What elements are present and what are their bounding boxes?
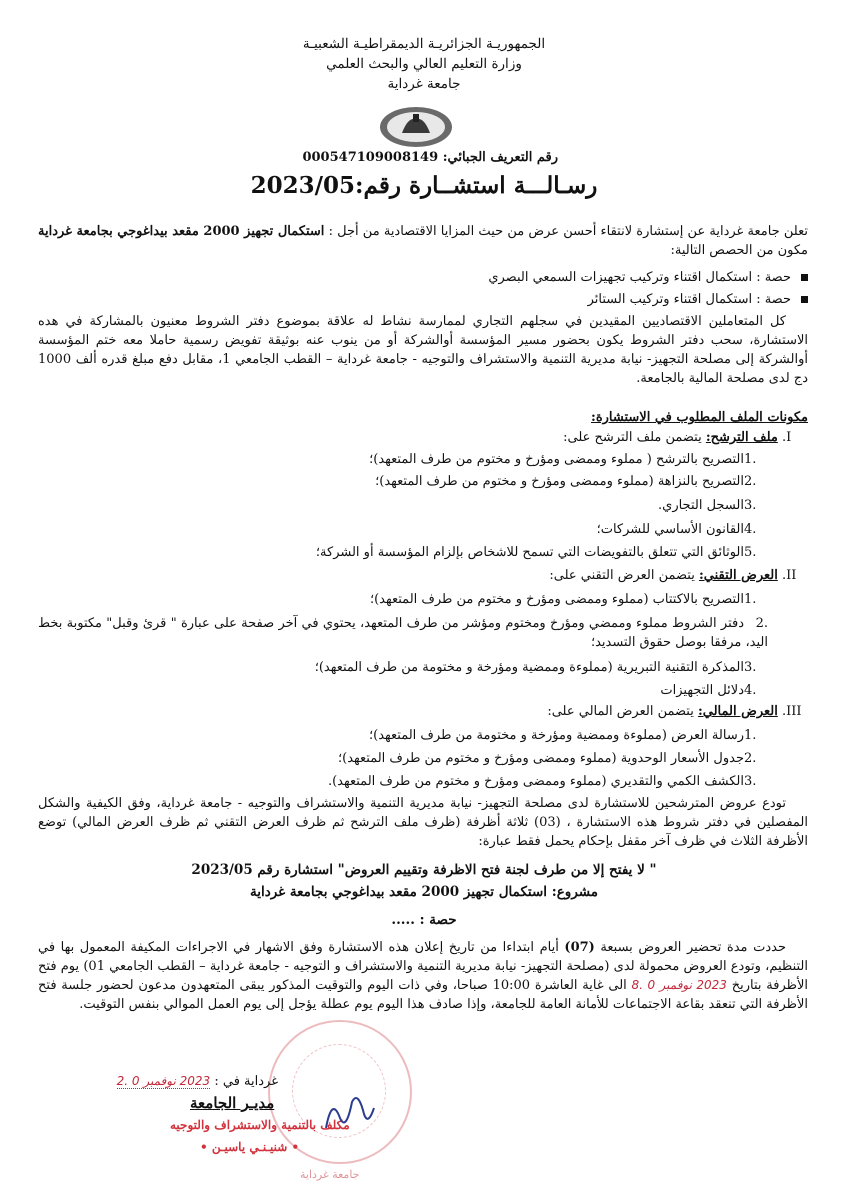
handwritten-opening-date: 2023 نوفمبر 0 .8 xyxy=(631,978,727,992)
deadline-text-3: الى غاية العاشرة 10:00 صباحا، وفي ذات اليوم والتوقيت المذكور يبقى المتعهدون مدعون لحضور جلسة فتح الأظرفة التي تنعقد بقاعة الاجتماعات للأمانة العامة للجامعة، وإذا صادف هذا اليوم يوم عطلة يؤجل إلى يوم العمل الموالي بنفس التوقيت. xyxy=(38,978,808,1012)
intro-project: استكمال تجهيز 2000 مقعد بيداغوجي بجامعة غرداية xyxy=(38,224,325,239)
page-title xyxy=(0,172,848,199)
signature-place: غرداية في : xyxy=(214,1074,278,1089)
section-numeral: I. xyxy=(782,430,792,445)
list-item-text: دفتر الشروط مملوء وممضي ومؤرخ ومختوم ومؤشر من طرف المتعهد، يحتوي في آخر صفحة على عبارة " قرئ وقبل" مكتوبة بخط اليد، مرفقا بوصل حقوق التسديد؛ xyxy=(38,616,768,650)
list-item: .2جدول الأسعار الوحدوية (مملوء وممضى ومؤرخ و مختوم من طرف المتعهد)؛ xyxy=(337,751,757,766)
bullet-icon xyxy=(801,296,808,303)
intro-text: تعلن جامعة غرداية عن إستشارة لانتقاء أحسن عرض من حيث المزايا الاقتصادية من أجل : xyxy=(328,224,808,239)
lot-text: حصة : استكمال اقتناء وتركيب تجهيزات السمعي البصري xyxy=(488,270,791,285)
university-logo-icon xyxy=(378,105,454,149)
list-item-text: رسالة العرض (مملوءة وممضية ومؤرخة و مختومة من طرف المتعهد)؛ xyxy=(368,728,744,743)
list-item-text: المذكرة التقنية التبريرية (مملوءة وممضية ومؤرخة و مختومة من طرف المتعهد)؛ xyxy=(314,660,744,675)
list-item: .4القانون الأساسي للشركات؛ xyxy=(596,522,757,537)
list-item: .1رسالة العرض (مملوءة وممضية ومؤرخة و مختومة من طرف المتعهد)؛ xyxy=(368,728,757,743)
deadline-text-1: حددت مدة تحضير العروض بسبعة xyxy=(600,940,786,955)
section-intro: يتضمن العرض المالي على: xyxy=(547,704,694,719)
handwritten-signature-icon xyxy=(318,1088,378,1142)
list-item-text: التصريح بالاكتتاب (مملوء وممضى ومؤرخ و مختوم من طرف المتعهد)؛ xyxy=(369,592,744,607)
list-item: .3المذكرة التقنية التبريرية (مملوءة وممضية ومؤرخة و مختومة من طرف المتعهد)؛ xyxy=(314,660,757,675)
list-item-text: التصريح بالنزاهة (مملوء وممضى ومؤرخ و مختوم من طرف المتعهد)؛ xyxy=(375,474,744,489)
list-item: .4دلائل التجهيزات xyxy=(660,683,757,698)
section-title: العرض المالي: xyxy=(697,704,778,719)
director-title: مديـر الجامعة xyxy=(190,1094,275,1112)
title-number: 2023/05 xyxy=(250,172,356,199)
deadline-days: (07) xyxy=(564,940,595,955)
section-title: العرض التقني: xyxy=(698,568,778,583)
section-title: ملف الترشح: xyxy=(705,430,778,445)
list-item: .1التصريح بالترشح ( مملوء وممضى ومؤرخ و مختوم من طرف المتعهد)؛ xyxy=(369,452,757,467)
section-heading xyxy=(38,702,808,721)
ministry-title: وزارة التعليم العالي والبحث العلمي xyxy=(326,56,522,72)
handwritten-signature-date: 2023 نوفمبر 0 .2 xyxy=(116,1074,211,1088)
list-item-text: الوثائق التي تتعلق بالتفويضات التي تسمح للاشخاص بإلزام المؤسسة أو الشركة؛ xyxy=(315,545,744,560)
lot-item xyxy=(38,268,808,287)
section-intro: يتضمن العرض التقني على: xyxy=(549,568,695,583)
bullet-icon xyxy=(801,274,808,281)
signature-place-date xyxy=(58,1072,278,1091)
fiscal-id-value: 000547109008149 xyxy=(302,150,439,165)
submission-paragraph: تودع عروض المترشحين للاستشارة لدى مصلحة التجهيز- نيابة مديرية التنمية والاستشراف والتوجيه - جامعة غرداية، وفق الكيفية والشكل المفصلين في دفتر شروط هذه الاستشارة ، (03) ثلاثة أظرفة (ظرف ملف الترشح ثم ظرف العرض التقني ثم ظرف العرض المالي) توضع الأظرفة الثلاث في ظرف آخر مقفل بإحكام يحمل فقط عبارة: xyxy=(38,796,808,849)
deadline-text-2: أيام ابتداءا من تاريخ إعلان هذه الاستشارة وفق الاشهار في الاجراءات المكيفة المعمول بها في التنظيم، وتودع العروض محمولة لدى (مصلحة التجهيز- نيابة مديرية التنمية والاستشراف و التوجيه - جامعة غرداية – القطب الجامعي 01) يوم فتح الأظرفة بتاريخ xyxy=(38,940,808,993)
list-item: .2دفتر الشروط مملوء وممضي ومؤرخ ومختوم ومؤشر من طرف المتعهد، يحتوي في آخر صفحة على عبارة " قرئ وقبل" مكتوبة بخط اليد، مرفقا بوصل حقوق التسديد؛ xyxy=(38,616,768,650)
list-item: .5الوثائق التي تتعلق بالتفويضات التي تسمح للاشخاص بإلزام المؤسسة أو الشركة؛ xyxy=(315,545,757,560)
intro-lots-lead: مكون من الحصص التالية: xyxy=(670,243,808,258)
list-item: .1التصريح بالاكتتاب (مملوء وممضى ومؤرخ و مختوم من طرف المتعهد)؛ xyxy=(369,592,757,607)
delegate-title: مكلف بالتنمية والاستشراف والتوجيه xyxy=(170,1118,350,1132)
stamp-text: جامعة غرداية xyxy=(300,1168,360,1181)
envelope-line-1: " لا يفتح إلا من طرف لجنة فتح الاظرفة وتقييم العروض" استشارة رقم 2023/05 xyxy=(191,862,657,878)
lot-text: حصة : استكمال اقتناء وتركيب الستائر xyxy=(587,292,791,307)
list-item-text: السجل التجاري. xyxy=(658,498,744,513)
section-intro: يتضمن ملف الترشح على: xyxy=(563,430,702,445)
envelope-line-2: مشروع: استكمال تجهيز 2000 مقعد بيداغوجي بجامعة غرداية xyxy=(249,884,599,900)
eligibility-paragraph: كل المتعاملين الاقتصاديين المقيدين في سجلهم التجاري لممارسة نشاط له علاقة بموضوع دفتر الشروط معنيون بالمشاركة في هده الاستشارة، سحب دفتر الشروط يكون بحضور مسير المؤسسة أوالشركة أو من ينوب عنه بوثيقة تفويض رسمية حاملا معه ختم المؤسسة أوالشركة إلى مصلحة التجهيز- نيابة مديرية التنمية والاستشراف والتوجيه - جامعة غرداية – القطب الجامعي 1، مقابل دفع مبلغ قدره ألف 1000 دج لدى مصلحة المالية بالجامعة. xyxy=(38,314,808,386)
lot-item xyxy=(38,290,808,309)
list-item: .2التصريح بالنزاهة (مملوء وممضى ومؤرخ و مختوم من طرف المتعهد)؛ xyxy=(375,474,757,489)
list-item: .3الكشف الكمي والتقديري (مملوء وممضى ومؤرخ و مختوم من طرف المتعهد). xyxy=(327,774,757,789)
section-heading xyxy=(38,566,808,585)
list-item-text: دلائل التجهيزات xyxy=(660,683,744,698)
file-components-title: مكونات الملف المطلوب في الاستشارة: xyxy=(591,410,808,425)
section-numeral: III. xyxy=(782,704,802,719)
list-item: .3السجل التجاري. xyxy=(658,498,757,513)
list-item-text: التصريح بالترشح ( مملوء وممضى ومؤرخ و مختوم من طرف المتعهد)؛ xyxy=(369,452,744,467)
university-title: جامعة غرداية xyxy=(387,76,461,92)
deadline-paragraph xyxy=(38,938,808,1014)
list-item-text: جدول الأسعار الوحدوية (مملوء وممضى ومؤرخ و مختوم من طرف المتعهد)؛ xyxy=(337,751,744,766)
section-heading xyxy=(38,428,808,447)
list-item-text: القانون الأساسي للشركات؛ xyxy=(596,522,744,537)
signatory-name: • شنيـنـي ياسيـن • xyxy=(200,1140,300,1154)
fiscal-id-label: رقم التعريف الجبائي: xyxy=(442,150,558,165)
list-item-text: الكشف الكمي والتقديري (مملوء وممضى ومؤرخ و مختوم من طرف المتعهد). xyxy=(327,774,744,789)
envelope-line-3: حصة : ..... xyxy=(391,912,457,928)
republic-title: الجمهوريـة الجزائريـة الديمقراطيـة الشعبيـة xyxy=(302,36,546,52)
fiscal-id xyxy=(302,150,558,165)
intro-paragraph xyxy=(38,222,808,260)
section-numeral: II. xyxy=(782,568,797,583)
title-label: رسـالـــة استشــارة رقم: xyxy=(355,172,598,199)
